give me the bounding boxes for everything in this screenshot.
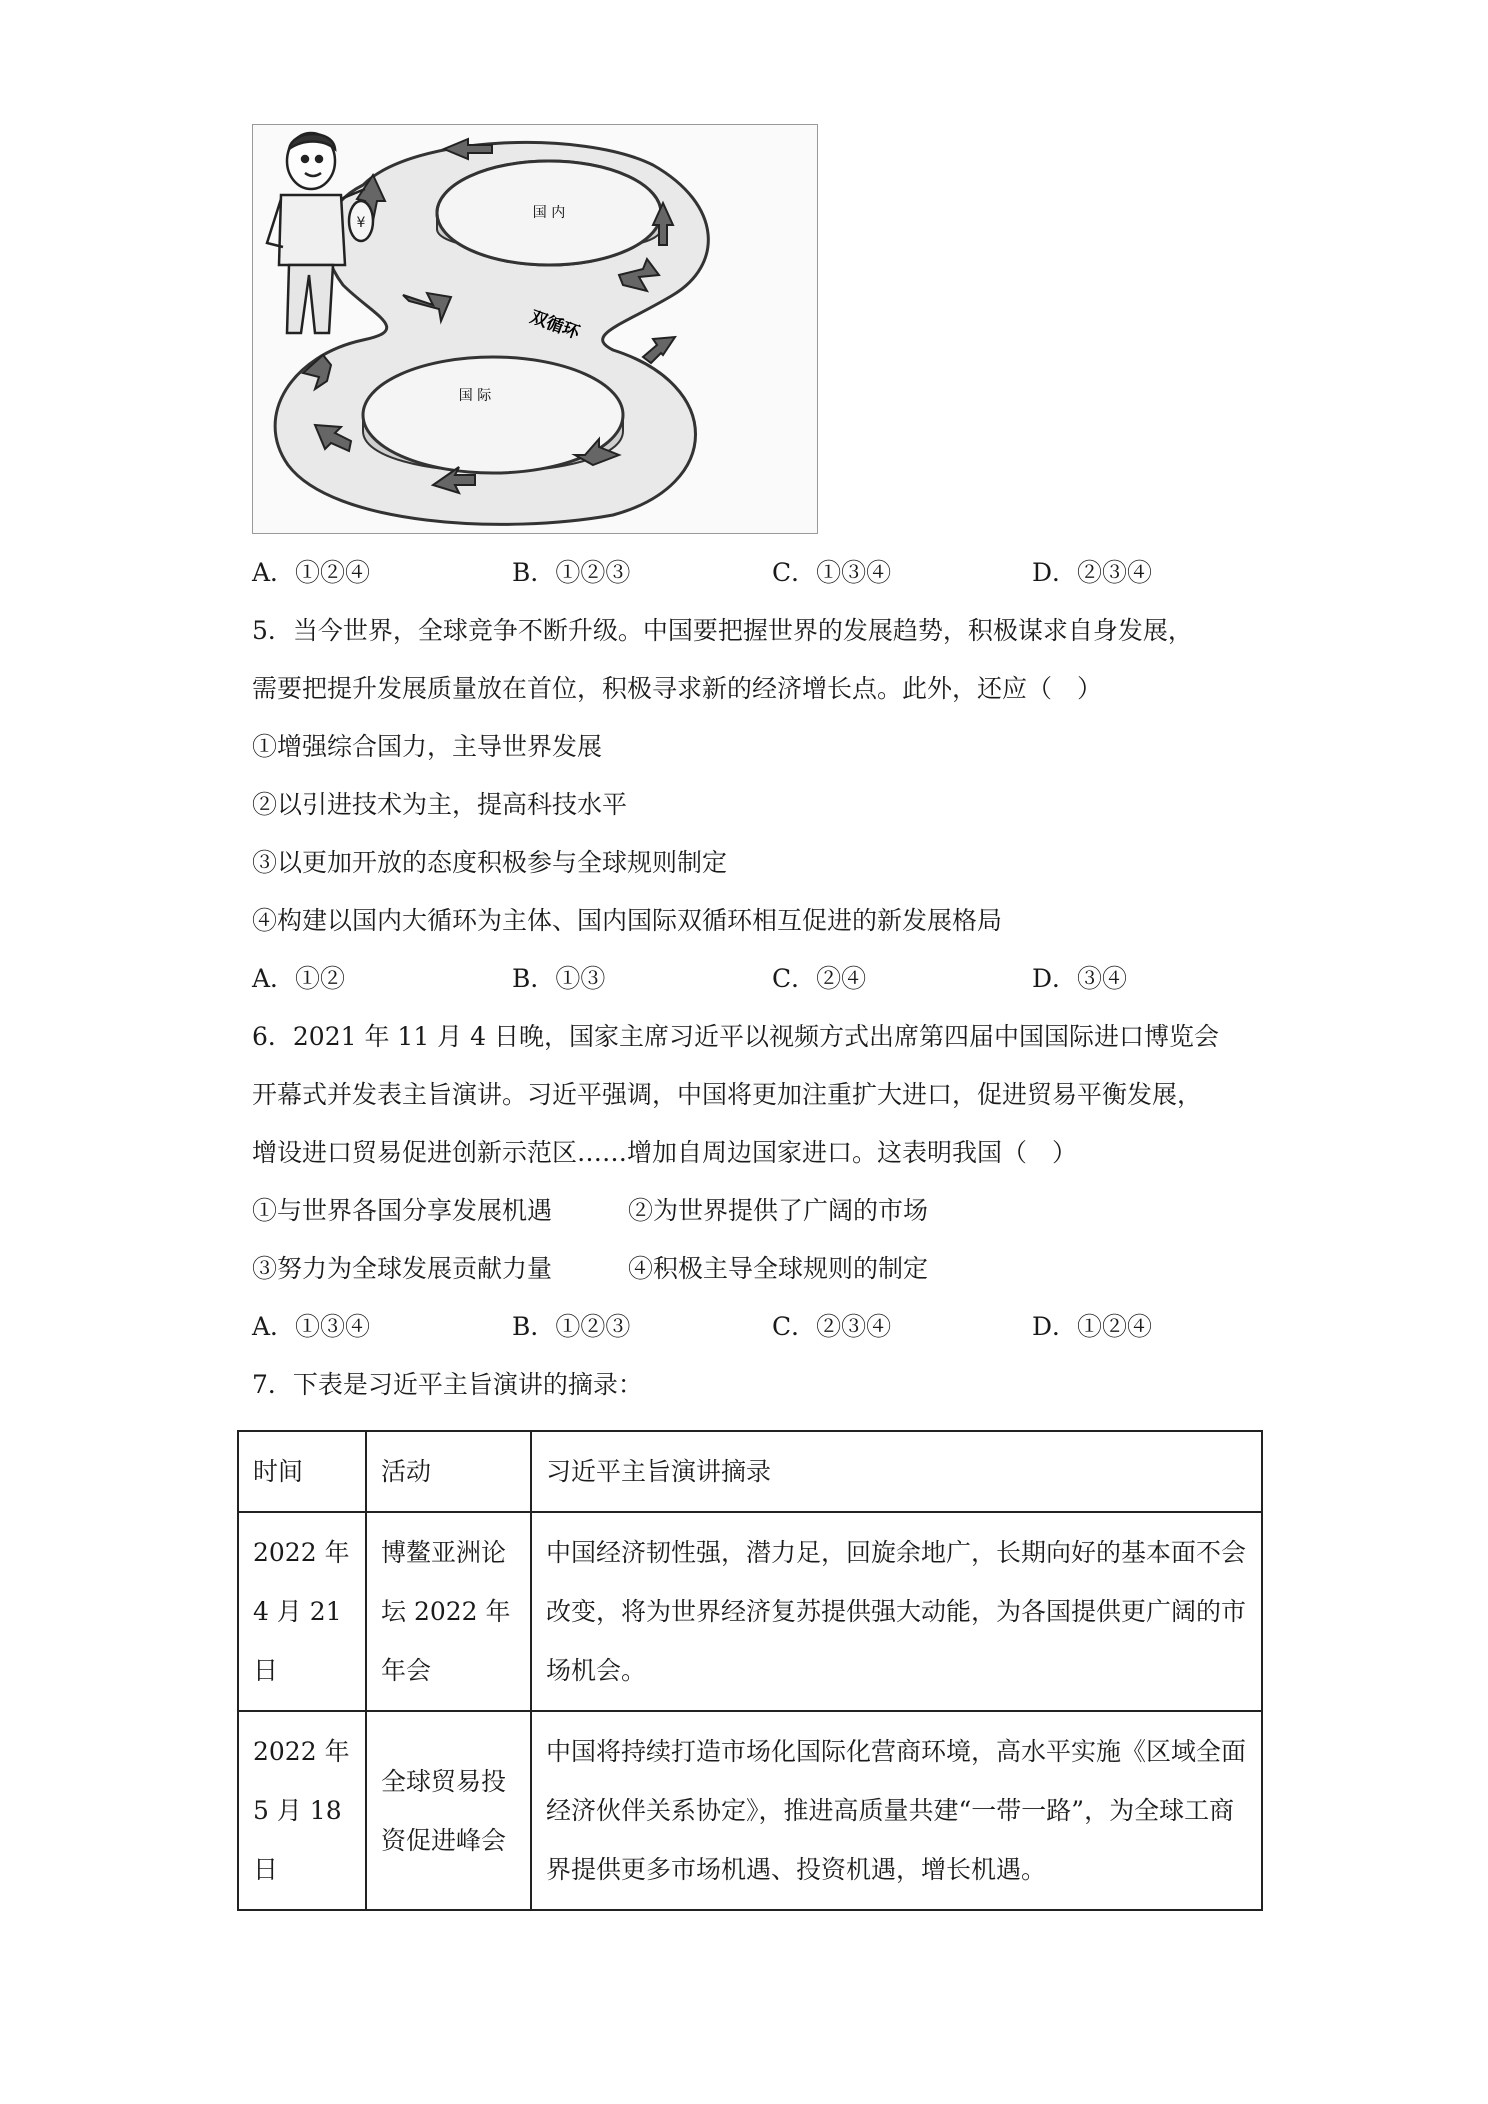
speech-excerpt-table [237, 1430, 1263, 1911]
row2-event: 全球贸易投资促进峰会 [366, 1711, 531, 1910]
row2-excerpt: 中国将持续打造市场化国际化营商环境，高水平实施《区域全面经济伙伴关系协定》，推进高质量共建“一带一路”，为全球工商界提供更多市场机遇、投资机遇，增长机遇。 [531, 1711, 1262, 1910]
q6-option-a[interactable]: A．①③④ [252, 1312, 371, 1341]
label-domestic: 国 内 [532, 205, 566, 221]
dual-circulation-cartoon [252, 124, 818, 534]
q5-item-1: ①增强综合国力，主导世界发展 [252, 732, 603, 761]
row1-time: 2022 年 4 月 21 日 [238, 1512, 366, 1711]
row1-event: 博鳌亚洲论坛 2022 年年会 [366, 1512, 531, 1711]
q4-option-b[interactable]: B．①②③ [512, 558, 631, 587]
row1-excerpt: 中国经济韧性强，潜力足，回旋余地广，长期向好的基本面不会改变，将为世界经济复苏提供强大动能，为各国提供更广阔的市场机会。 [531, 1512, 1262, 1711]
q5-stem-line1: 5．当今世界，全球竞争不断升级。中国要把握世界的发展趋势，积极谋求自身发展， [252, 616, 1193, 645]
svg-text:¥: ¥ [356, 215, 366, 231]
q4-option-a[interactable]: A．①②④ [252, 558, 371, 587]
q5-option-a[interactable]: A．①② [252, 964, 346, 993]
header-time: 时间 [238, 1431, 366, 1512]
q5-option-d[interactable]: D．③④ [1032, 964, 1128, 993]
table-row [238, 1512, 1262, 1711]
q5-item-3: ③以更加开放的态度积极参与全球规则制定 [252, 848, 728, 877]
header-event: 活动 [366, 1431, 531, 1512]
q5-option-c[interactable]: C．②④ [772, 964, 867, 993]
q5-item-4: ④构建以国内大循环为主体、国内国际双循环相互促进的新发展格局 [252, 906, 1003, 935]
q6-stem-line3: 增设进口贸易促进创新示范区……增加自周边国家进口。这表明我国（ ） [252, 1138, 1078, 1167]
q4-option-c[interactable]: C．①③④ [772, 558, 892, 587]
q4-option-d[interactable]: D．②③④ [1032, 558, 1153, 587]
q6-item-3: ③努力为全球发展贡献力量 [252, 1254, 553, 1283]
q5-item-2: ②以引进技术为主，提高科技水平 [252, 790, 628, 819]
q6-item-1: ①与世界各国分享发展机遇 [252, 1196, 553, 1225]
label-dual-circulation: 双循环 [527, 307, 583, 344]
q6-option-c[interactable]: C．②③④ [772, 1312, 892, 1341]
q5-option-b[interactable]: B．①③ [512, 964, 606, 993]
table-row [238, 1711, 1262, 1910]
q7-stem: 7．下表是习近平主旨演讲的摘录： [252, 1370, 643, 1399]
q6-stem-line2: 开幕式并发表主旨演讲。习近平强调，中国将更加注重扩大进口，促进贸易平衡发展， [252, 1080, 1203, 1109]
table-header-row [238, 1431, 1262, 1512]
row2-time: 2022 年 5 月 18 日 [238, 1711, 366, 1910]
q6-item-4: ④积极主导全球规则的制定 [628, 1254, 929, 1283]
header-excerpt: 习近平主旨演讲摘录 [531, 1431, 1262, 1512]
q5-stem-line2: 需要把提升发展质量放在首位，积极寻求新的经济增长点。此外，还应（ ） [252, 674, 1103, 703]
q6-option-d[interactable]: D．①②④ [1032, 1312, 1153, 1341]
q6-item-2: ②为世界提供了广阔的市场 [628, 1196, 929, 1225]
label-international: 国 际 [458, 388, 492, 404]
q6-option-b[interactable]: B．①②③ [512, 1312, 631, 1341]
q6-stem-line1: 6．2021 年 11 月 4 日晚，国家主席习近平以视频方式出席第四届中国国际进口博览会 [252, 1022, 1219, 1051]
